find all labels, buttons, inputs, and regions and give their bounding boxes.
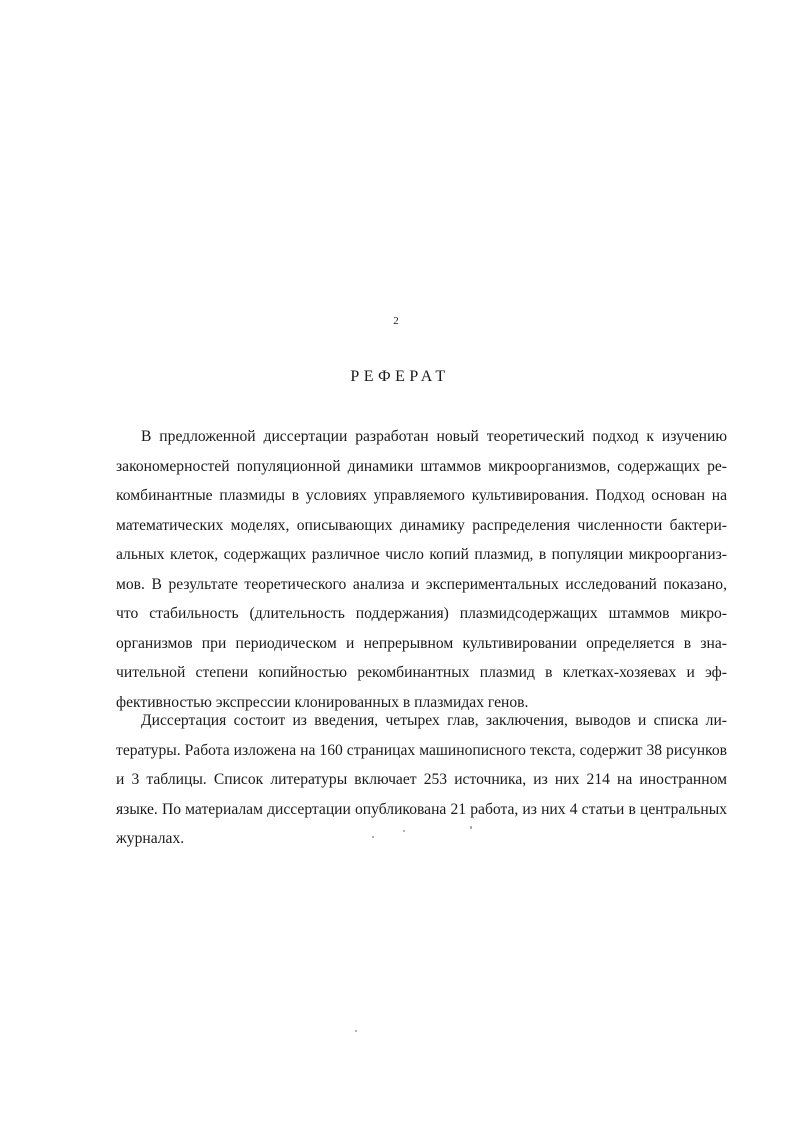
structure-paragraph: Диссертация состоит из введения, четырех глав, заключения, выводов и списка литературы. Работа изложена на 160 страницах машинописного текста, содержит 38 рисунков и 3 таблицы. Список литературы включает 253 источника, из них 214 на иностранном языке. По материалам диссертации опубликована 21 работа, из них 4 статьи в центральных журналах. (116, 712, 727, 847)
page-number: 2 (393, 315, 399, 327)
abstract-paragraph: В предложенной диссертации разработан новый теоретический подход к изучению закономерностей популяционной динамики штаммов микроорганизмов, содержащих рекомбинантные плазмиды в условиях управляемого культивирования. Подход основан на математических моделях, описывающих динамику распределения численности бактериальных клеток, содержащих различное число копий плазмид, в популяции микроорганизмов. В результате теоретического анализа и экспериментальных исследований показано, что стабильность (длительность поддержания) плазмидсодержащих штаммов микроорганизмов при периодическом и непрерывном культивировании определяется в значительной степени копийностью рекомбинантных плазмид в клетках-хозяевах и эффективностью экспрессии клонированных в плазмидах генов. (116, 428, 727, 711)
scan-speck (403, 830, 405, 832)
scan-speck (372, 836, 374, 838)
scan-speck (470, 826, 472, 829)
page-title: РЕФЕРАТ (350, 368, 450, 385)
scan-speck (355, 1030, 357, 1032)
